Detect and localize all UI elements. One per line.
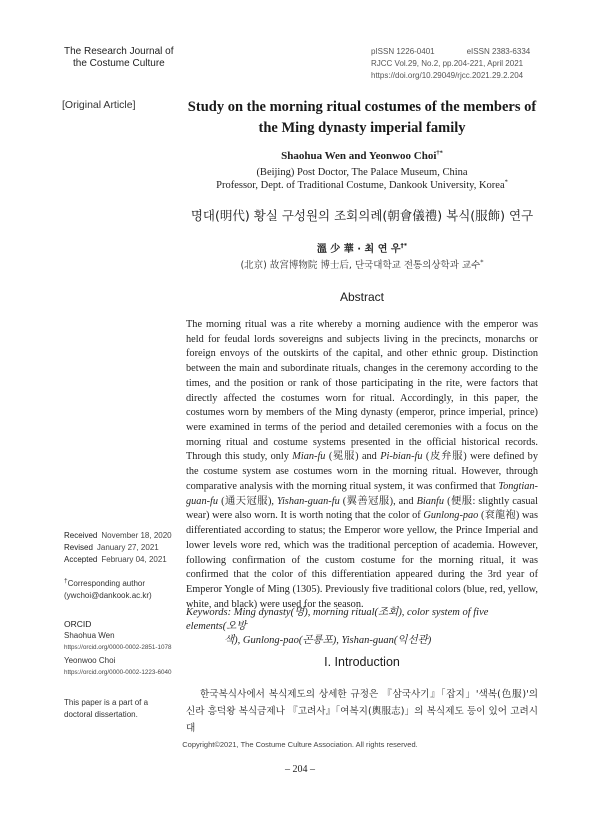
- orcid-name-2: Yeonwoo Choi: [64, 655, 116, 665]
- article-dates: [64, 530, 172, 566]
- journal-name-line2: the Costume Culture: [73, 57, 165, 69]
- abstract-text: (翼善冠服), and: [339, 495, 417, 507]
- corresponding-mark: †: [64, 577, 68, 585]
- corresponding-email[interactable]: (ywchoi@dankook.ac.kr): [64, 591, 152, 600]
- abstract-term: Bianfu: [416, 495, 445, 507]
- paper-title: Study on the morning ritual costumes of the members of the Ming dynasty imperial family: [187, 99, 537, 136]
- note-line2: doctoral dissertation.: [64, 710, 138, 719]
- abstract-term: Pi-bian-fu: [380, 451, 423, 463]
- eissn: eISSN 2383-6334: [466, 47, 531, 56]
- accepted-label: Accepted: [64, 555, 98, 564]
- note-line1: This paper is a part of a: [64, 698, 149, 707]
- pissn: pISSN 1226-0401: [371, 47, 435, 56]
- received-date: November 18, 2020: [101, 531, 172, 540]
- keywords-line2: 색), Gunlong-pao(곤룡포), Yishan-guan(익선관): [224, 635, 432, 646]
- keywords: [186, 606, 538, 648]
- abstract-term: Yishan-guan-fu: [276, 495, 340, 507]
- corresponding-author: [64, 578, 152, 602]
- orcid-block: [64, 618, 171, 679]
- author-marks: †*: [436, 149, 443, 157]
- page-number: – 204 –: [285, 764, 315, 775]
- abstract-text: (袞龍袍) was differentiated according to status; the Emperor wore yellow, the Prince Imperial and lower levels wore red, which was the traditional perception of academia. However, following confirmation of the custom costume for the morning ritual, it was confirmed that the color of this differentiation appeared during the 3rd year of Emperor Yongle of Ming (1305). Previously five traditional colors (blue, red, yellow, white, and black) were used for the season.: [186, 510, 538, 610]
- korean-author-marks: †*: [400, 241, 408, 250]
- journal-name: [64, 46, 174, 69]
- korean-affiliation: [186, 257, 538, 271]
- orcid-heading: ORCID: [64, 619, 92, 629]
- korean-author-names: 溫 少 華 · 최 연 우: [316, 244, 401, 255]
- abstract-term: Mian-fu: [292, 451, 326, 463]
- copyright-notice: Copyright©2021, The Costume Culture Association. All rights reserved.: [182, 740, 418, 749]
- citation: RJCC Vol.29, No.2, pp.204-221, April 2021: [371, 59, 524, 68]
- authors: [186, 150, 538, 162]
- affiliation-2-mark: *: [504, 178, 508, 186]
- revised-date: January 27, 2021: [96, 543, 159, 552]
- abstract-term: Tongtian-guan-fu: [186, 480, 538, 507]
- abstract-body: [186, 318, 538, 612]
- orcid-link-1[interactable]: https://orcid.org/0000-0002-2851-1078: [64, 644, 172, 652]
- accepted-date: February 04, 2021: [101, 555, 167, 564]
- abstract-text: The morning ritual was a rite whereby a morning audience with the emperor was held for feudal lords sovereigns and subjects living in the precincts, monarchs or foreign envoys of the outskirts of the capital, and other ethnic group. Distinction between the main and subordinate rituals, changes in the ceremony according to the times, and the position or rank of those participating in the rite, were factors that directly affected the costumes worn for ritual. Accordingly, in this paper, the costumes worn by members of the Ming dynasty (emperor, prince imperial, prince) were examined in terms of the period and detailed ceremonies with a focus on the morning ritual and costume systems presented in the official historical records. Through this study, only: [186, 319, 538, 463]
- author-names: Shaohua Wen and Yeonwoo Choi: [281, 150, 437, 162]
- journal-name-line1: The Research Journal of: [64, 46, 174, 57]
- introduction-body: 한국복식사에서 복식제도의 상세한 규정은 『삼국사기』「잡지」'색복(色服)'의 신라 흥덕왕 복식금제나 『고려사』「여복지(輿服志)」의 복식제도 등이 있어 고려시대: [186, 689, 538, 734]
- korean-title: 명대(明代) 황실 구성원의 조회의례(朝會儀禮) 복식(服飾) 연구: [190, 208, 534, 223]
- doi-link[interactable]: https://doi.org/10.29049/rjcc.2021.29.2.204: [371, 71, 524, 80]
- abstract-heading: Abstract: [339, 290, 384, 304]
- affiliation-2: [186, 180, 538, 191]
- revised-label: Revised: [64, 543, 93, 552]
- corresponding-label: Corresponding author: [67, 579, 146, 588]
- keywords-line1: Keywords: Ming dynasty(명), morning ritual(조회), color system of five elements(오방: [186, 607, 489, 632]
- korean-authors: [186, 240, 538, 255]
- publication-meta: [371, 46, 530, 82]
- received-label: Received: [64, 531, 98, 540]
- abstract-text: (冕服) and: [325, 451, 381, 463]
- affiliation-2-text: Professor, Dept. of Traditional Costume, Dankook University, Korea: [216, 180, 505, 191]
- affiliation-1: [186, 167, 538, 178]
- korean-affiliation-mark: *: [480, 257, 484, 266]
- orcid-name-1: Shaohua Wen: [64, 631, 115, 641]
- introduction-heading: I. Introduction: [324, 655, 400, 669]
- abstract-term: Gunlong-pao: [423, 510, 479, 522]
- affiliation-1-text: (Beijing) Post Doctor, The Palace Museum, China: [256, 167, 468, 178]
- article-type: [Original Article]: [62, 99, 136, 111]
- abstract-text: (便服: slightly casual wear) were also worn. It is worth noting that the color of: [186, 495, 538, 522]
- abstract-text: (通天冠服),: [218, 495, 277, 507]
- orcid-link-2[interactable]: https://orcid.org/0000-0002-1223-6040: [64, 668, 172, 676]
- dissertation-note: [64, 697, 148, 721]
- korean-affiliation-text: (北京) 故宮博物院 博士后, 단국대학교 전통의상학과 교수: [240, 260, 481, 271]
- abstract-text: (皮弁服) were defined by the costume system ase costumes worn in the morning ritual. However, through comparative analysis with the morning ritual system, it was confirmed that: [186, 451, 538, 492]
